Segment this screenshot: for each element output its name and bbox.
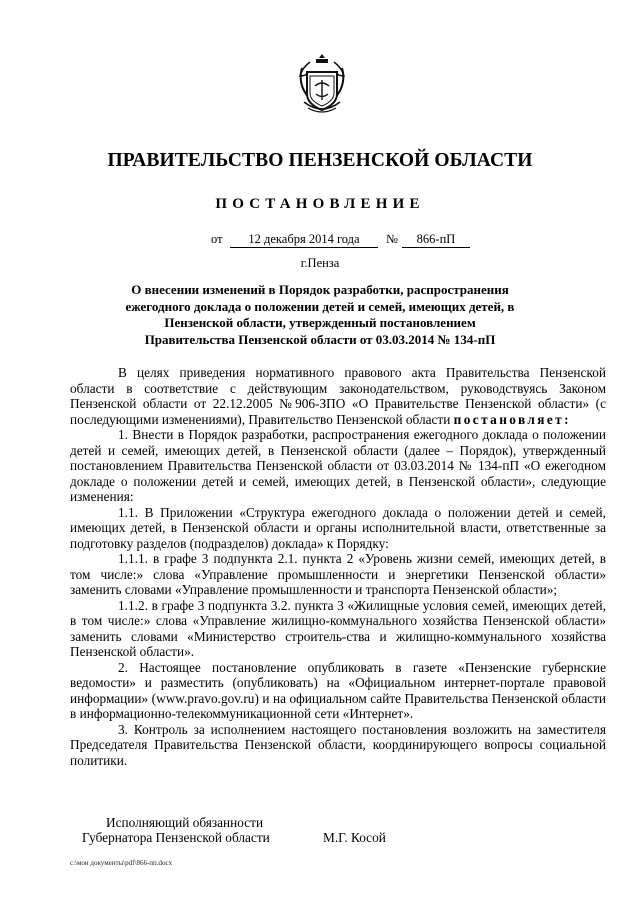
document-type: ПОСТАНОВЛЕНИЕ bbox=[215, 196, 425, 212]
date-prefix: от bbox=[211, 232, 223, 246]
decree-date: 12 декабря 2014 года bbox=[230, 232, 378, 248]
government-name: ПРАВИТЕЛЬСТВО ПЕНЗЕНСКОЙ ОБЛАСТИ bbox=[107, 150, 533, 171]
paragraph: 1.1. В Приложении «Структура ежегодного доклада о положении детей и семей, имеющих детей, в Пензенской области и органы исполнительной власти, ответственные за подготовку разделов (подразделов) доклада» к Порядку: bbox=[70, 504, 606, 551]
city: г.Пенза bbox=[300, 256, 340, 270]
preamble bbox=[70, 365, 606, 427]
date-line bbox=[0, 232, 640, 250]
file-path: c:\мои документы\pdf\866-пп.docx bbox=[70, 859, 173, 867]
paragraph: 1. Внести в Порядок разработки, распространения ежегодного доклада о положении детей и семей, имеющих детей, в Пензенской области (далее – Порядок), утвержденный постановлением Правительства Пензенской области от 03.03.2014 № 134-пП «О ежегодном докладе о положении детей и семей, имеющих детей, в Пензенской области», следующие изменения: bbox=[70, 427, 606, 504]
signature-title-line2: Губернатора Пензенской области bbox=[82, 830, 270, 845]
decree-number: 866-пП bbox=[402, 232, 470, 248]
signature-title-line1: Исполняющий обязанности bbox=[106, 815, 264, 830]
number-prefix: № bbox=[386, 232, 398, 246]
preamble-text: В целях приведения нормативного правового акта Правительства Пензенской области в соответствие с действующим законодательством, руководствуясь Законом Пензенской области от 22.12.2005 №906-ЗПО «О Правительстве Пензенской области» (с последующими изменениями), Правительство Пензенской области bbox=[70, 365, 606, 427]
paragraph: 1.1.2. в графе 3 подпункта 3.2. пункта 3 «Жилищные условия семей, имеющих детей, в том числе:» слова «Управление жилищно-коммунального хозяйства Пензенской области» заменить словами «Министерство строитель-ства и жилищно-коммунального хозяйства Пензенской области». bbox=[70, 597, 606, 659]
document-title: О внесении изменений в Порядок разработки, распространения ежегодного доклада о положении детей и семей, имеющих детей, в Пензенской области, утвержденный постановлением Правительства Пензенской области от 03.03.2014 № 134-пП bbox=[125, 282, 515, 347]
resolves-word: постановляет: bbox=[453, 411, 571, 427]
paragraph: 1.1.1. в графе 3 подпункта 2.1. пункта 2 «Уровень жизни семей, имеющих детей, в том числе:» слова «Управление промышленности и энергетики Пензенской области» заменить словами «Управление промышленности и транспорта Пензенской области»; bbox=[70, 551, 606, 597]
document-body bbox=[70, 365, 606, 768]
paragraph: 2. Настоящее постановление опубликовать в газете «Пензенские губернские ведомости» и разместить (опубликовать) на «Официальном интернет-портале правовой информации» (www.pravo.gov.ru) и на официальном сайте Правительства Пензенской области в информационно-телекоммуникационной сети «Интернет». bbox=[70, 659, 606, 721]
signatory-name: М.Г. Косой bbox=[323, 830, 386, 845]
paragraph: 3. Контроль за исполнением настоящего постановления возложить на заместителя Председателя Правительства Пензенской области, координирующего вопросы социальной политики. bbox=[70, 721, 606, 768]
coat-of-arms-icon bbox=[296, 52, 348, 118]
